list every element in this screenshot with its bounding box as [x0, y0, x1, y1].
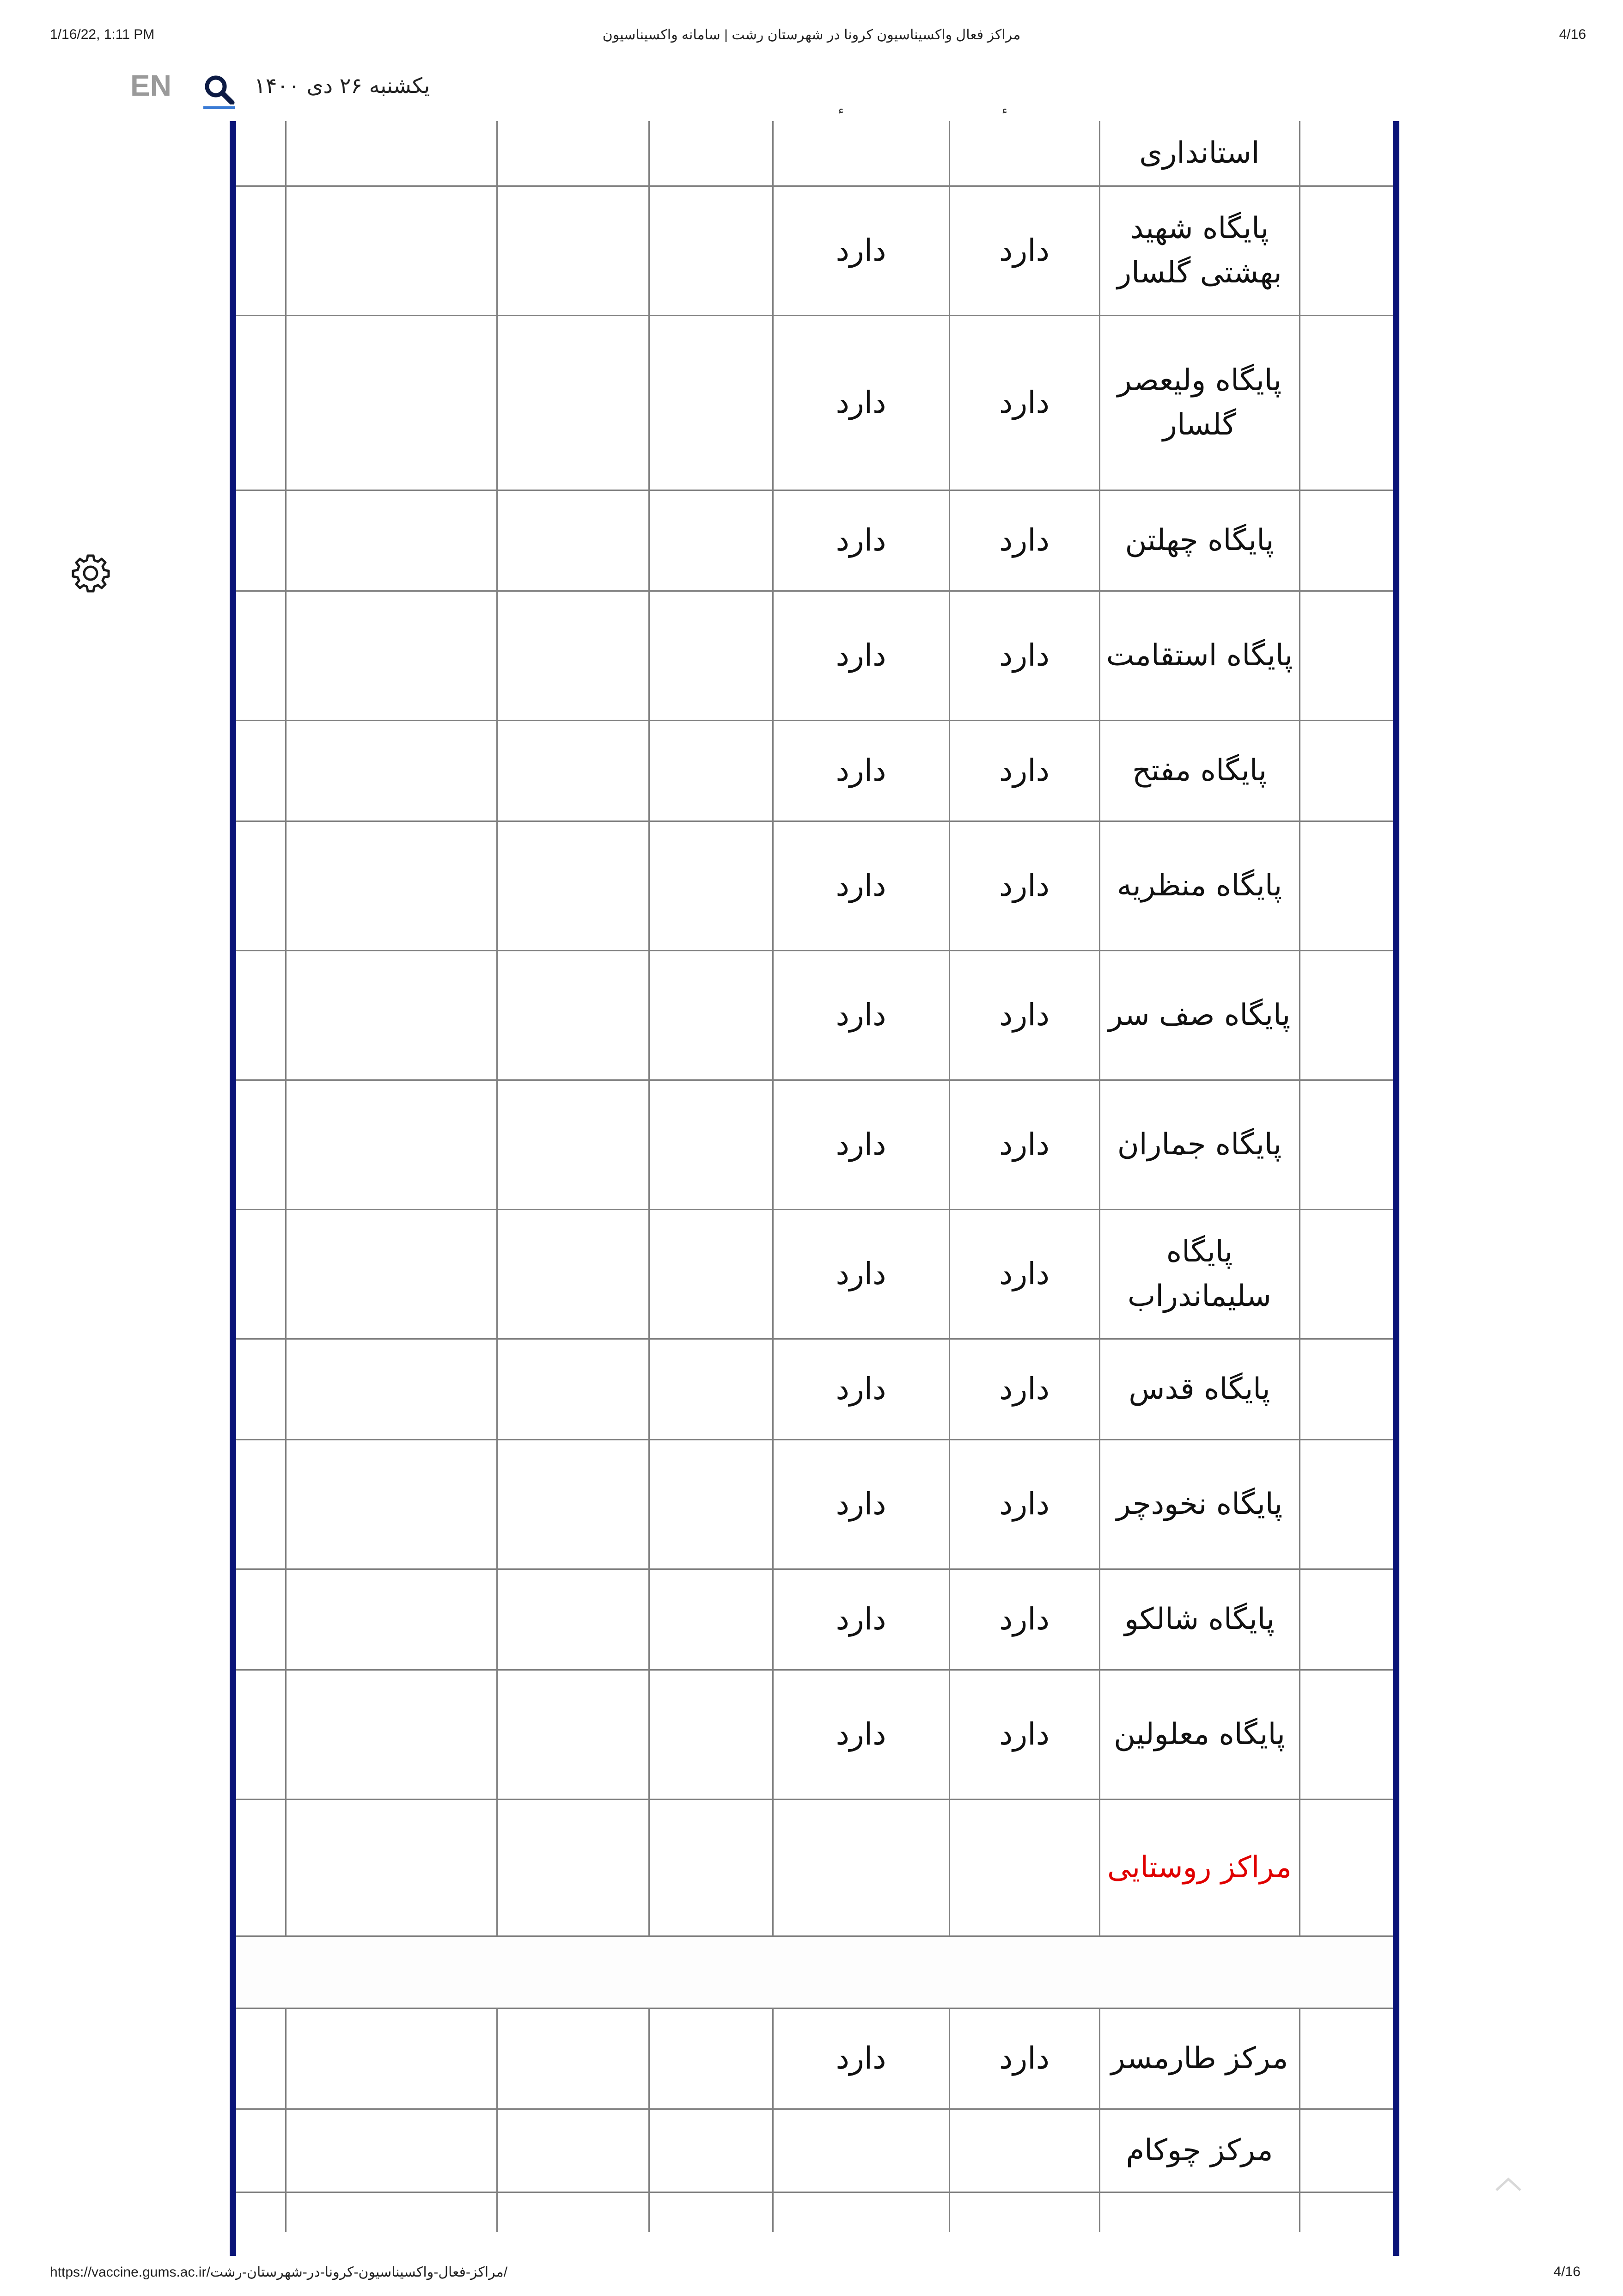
- empty-cell: [649, 821, 773, 950]
- empty-cell: [497, 2109, 649, 2192]
- availability-cell: دارد: [773, 1339, 949, 1439]
- empty-cell: [497, 1670, 649, 1799]
- availability-cell: دارد: [949, 2008, 1099, 2109]
- empty-cell: [286, 821, 497, 950]
- empty-cell: [1300, 2192, 1393, 2232]
- current-date: یکشنبه ۲۶ دی ۱۴۰۰: [254, 73, 430, 98]
- empty-cell: [649, 2109, 773, 2192]
- empty-cell: [286, 186, 497, 315]
- center-name-cell: پایگاه قدس: [1099, 1339, 1300, 1439]
- availability-cell: دارد: [773, 1439, 949, 1569]
- empty-cell: [286, 1080, 497, 1209]
- empty-cell: [649, 1080, 773, 1209]
- empty-cell: [497, 1209, 649, 1339]
- center-name-cell: استانداری: [1099, 121, 1300, 186]
- empty-cell: [286, 2008, 497, 2109]
- empty-cell: [236, 1339, 286, 1439]
- empty-cell: [497, 1080, 649, 1209]
- table-row: [236, 2008, 1393, 2109]
- availability-cell: دارد: [949, 490, 1099, 591]
- empty-cell: [649, 121, 773, 186]
- table-row: [236, 1936, 1393, 2008]
- empty-cell: [236, 2109, 286, 2192]
- center-name-cell: پایگاه نخودچر: [1099, 1439, 1300, 1569]
- empty-cell: [497, 1799, 649, 1936]
- empty-cell: [497, 2008, 649, 2109]
- availability-cell: دارد: [773, 1209, 949, 1339]
- table-frame-right: [1393, 121, 1399, 2256]
- availability-cell: دارد: [949, 1339, 1099, 1439]
- availability-cell: دارد: [949, 591, 1099, 720]
- table-row: [236, 315, 1393, 490]
- empty-cell: [649, 186, 773, 315]
- table-row: [236, 1670, 1393, 1799]
- empty-cell: [497, 186, 649, 315]
- empty-cell: [286, 490, 497, 591]
- empty-cell: [236, 315, 286, 490]
- availability-cell: دارد: [949, 1080, 1099, 1209]
- empty-cell: [497, 720, 649, 821]
- availability-cell: دارد: [773, 720, 949, 821]
- availability-cell: دارد: [949, 821, 1099, 950]
- availability-cell: دارد: [773, 591, 949, 720]
- table-row: [236, 821, 1393, 950]
- table-row: [236, 720, 1393, 821]
- settings-button[interactable]: [67, 550, 114, 596]
- search-icon: [203, 74, 235, 104]
- empty-cell: [236, 2008, 286, 2109]
- empty-cell: [1300, 2008, 1393, 2109]
- empty-cell: [649, 591, 773, 720]
- empty-cell: [649, 1799, 773, 1936]
- empty-cell: [649, 950, 773, 1080]
- search-underline: [203, 106, 235, 109]
- empty-cell: [1300, 1670, 1393, 1799]
- gear-icon: [67, 550, 114, 596]
- empty-cell: [236, 1080, 286, 1209]
- empty-cell: [497, 490, 649, 591]
- empty-cell: [1300, 821, 1393, 950]
- center-name-cell: پایگاه منظریه: [1099, 821, 1300, 950]
- empty-cell: [497, 950, 649, 1080]
- center-name-cell: پایگاه صف سر: [1099, 950, 1300, 1080]
- empty-cell: [1300, 2109, 1393, 2192]
- empty-cell: [1300, 1080, 1393, 1209]
- center-name-cell: پایگاه چهلتن: [1099, 490, 1300, 591]
- search-button[interactable]: [203, 74, 238, 109]
- table-row: [236, 1799, 1393, 1936]
- availability-cell: دارد: [773, 2008, 949, 2109]
- availability-cell: دارد: [949, 720, 1099, 821]
- availability-cell: دارد: [949, 950, 1099, 1080]
- empty-cell: [286, 2109, 497, 2192]
- availability-cell: دارد: [949, 1670, 1099, 1799]
- empty-cell: [1300, 121, 1393, 186]
- empty-cell: [236, 2192, 286, 2232]
- availability-cell: دارد: [773, 950, 949, 1080]
- empty-cell: [236, 1799, 286, 1936]
- empty-cell: [649, 1209, 773, 1339]
- center-name-cell: پایگاه شالکو: [1099, 1569, 1300, 1670]
- availability-cell: [773, 121, 949, 186]
- availability-cell: دارد: [773, 315, 949, 490]
- empty-cell: [497, 121, 649, 186]
- table-row: [236, 490, 1393, 591]
- center-name-cell: مراکز روستایی: [1099, 1799, 1300, 1936]
- empty-cell: [286, 121, 497, 186]
- center-name-cell: پایگاه معلولین: [1099, 1670, 1300, 1799]
- empty-cell: [286, 591, 497, 720]
- empty-cell: [497, 315, 649, 490]
- availability-cell: [949, 2192, 1099, 2232]
- availability-cell: دارد: [773, 1080, 949, 1209]
- table-row: [236, 1569, 1393, 1670]
- empty-cell: [497, 2192, 649, 2232]
- table-row: [236, 2109, 1393, 2192]
- table-row: [236, 1439, 1393, 1569]
- empty-cell: [286, 950, 497, 1080]
- table-row: [236, 950, 1393, 1080]
- empty-cell: [649, 1569, 773, 1670]
- empty-cell: [649, 1339, 773, 1439]
- empty-cell: [236, 1670, 286, 1799]
- empty-cell: [286, 1569, 497, 1670]
- empty-cell: [236, 591, 286, 720]
- empty-cell: [1300, 720, 1393, 821]
- table-row: [236, 121, 1393, 186]
- empty-cell: [236, 1209, 286, 1339]
- availability-cell: [949, 2109, 1099, 2192]
- empty-cell: [286, 315, 497, 490]
- empty-cell: [497, 1339, 649, 1439]
- empty-cell: [236, 1439, 286, 1569]
- availability-cell: [949, 121, 1099, 186]
- empty-cell: [236, 720, 286, 821]
- vaccination-centers-table: [236, 121, 1393, 2232]
- language-switch-en[interactable]: EN: [130, 69, 171, 102]
- empty-cell: [1300, 1209, 1393, 1339]
- table-frame-left: [230, 121, 236, 2256]
- print-page-number: 4/16: [1559, 27, 1586, 42]
- table-row: [236, 2192, 1393, 2232]
- empty-cell: [286, 2192, 497, 2232]
- empty-cell: [497, 821, 649, 950]
- table-row: [236, 1209, 1393, 1339]
- center-name-cell: پایگاه جماران: [1099, 1080, 1300, 1209]
- empty-cell: [286, 1339, 497, 1439]
- print-page-title: مراکز فعال واکسیناسیون کرونا در شهرستان رشت | سامانه واکسیناسیون: [602, 27, 1021, 43]
- center-name-cell: پایگاه استقامت: [1099, 591, 1300, 720]
- empty-cell: [1300, 1569, 1393, 1670]
- empty-cell: [649, 490, 773, 591]
- empty-cell: [236, 186, 286, 315]
- empty-cell: [286, 720, 497, 821]
- empty-cell: [649, 2192, 773, 2232]
- availability-cell: دارد: [949, 1439, 1099, 1569]
- availability-cell: دارد: [949, 1569, 1099, 1670]
- availability-cell: دارد: [773, 1670, 949, 1799]
- empty-cell: [1300, 1439, 1393, 1569]
- empty-cell: [286, 1439, 497, 1569]
- availability-cell: [773, 2192, 949, 2232]
- center-name-cell: مرکز چوکام: [1099, 2109, 1300, 2192]
- empty-cell: [236, 821, 286, 950]
- scroll-to-top-button[interactable]: [1490, 2173, 1527, 2196]
- spacer-cell: [236, 1936, 1393, 2008]
- center-name-cell: پایگاه سلیماندراب: [1099, 1209, 1300, 1339]
- availability-cell: دارد: [949, 186, 1099, 315]
- print-url: https://vaccine.gums.ac.ir/مراکز-فعال-واکسیناسیون-کرونا-در-شهرستان-رشت/: [50, 2265, 508, 2280]
- center-name-cell: [1099, 2192, 1300, 2232]
- empty-cell: [1300, 315, 1393, 490]
- empty-cell: [497, 1569, 649, 1670]
- table-row: [236, 1339, 1393, 1439]
- center-name-cell: پایگاه مفتح: [1099, 720, 1300, 821]
- availability-cell: دارد: [773, 1569, 949, 1670]
- empty-cell: [1300, 490, 1393, 591]
- empty-cell: [1300, 1799, 1393, 1936]
- table-row: [236, 1080, 1393, 1209]
- empty-cell: [1300, 1339, 1393, 1439]
- empty-cell: [649, 1439, 773, 1569]
- availability-cell: دارد: [773, 490, 949, 591]
- chevron-up-icon: [1490, 2173, 1527, 2196]
- center-name-cell: پایگاه ولیعصر گلسار: [1099, 315, 1300, 490]
- availability-cell: [949, 1799, 1099, 1936]
- empty-cell: [1300, 591, 1393, 720]
- empty-cell: [1300, 186, 1393, 315]
- availability-cell: [773, 2109, 949, 2192]
- empty-cell: [286, 1799, 497, 1936]
- empty-cell: [236, 121, 286, 186]
- center-name-cell: پایگاه شهید بهشتی گلسار: [1099, 186, 1300, 315]
- empty-cell: [286, 1670, 497, 1799]
- print-date: 1/16/22, 1:11 PM: [50, 27, 155, 42]
- empty-cell: [497, 591, 649, 720]
- empty-cell: [649, 2008, 773, 2109]
- availability-cell: [773, 1799, 949, 1936]
- empty-cell: [236, 950, 286, 1080]
- empty-cell: [286, 1209, 497, 1339]
- empty-cell: [497, 1439, 649, 1569]
- availability-cell: دارد: [949, 315, 1099, 490]
- table-row: [236, 186, 1393, 315]
- center-name-cell: مرکز طارمسر: [1099, 2008, 1300, 2109]
- table-row: [236, 591, 1393, 720]
- empty-cell: [649, 1670, 773, 1799]
- empty-cell: [649, 315, 773, 490]
- empty-cell: [236, 1569, 286, 1670]
- availability-cell: دارد: [773, 821, 949, 950]
- availability-cell: دارد: [773, 186, 949, 315]
- availability-cell: دارد: [949, 1209, 1099, 1339]
- print-footer-page-number: 4/16: [1553, 2264, 1580, 2279]
- empty-cell: [236, 490, 286, 591]
- empty-cell: [649, 720, 773, 821]
- empty-cell: [1300, 950, 1393, 1080]
